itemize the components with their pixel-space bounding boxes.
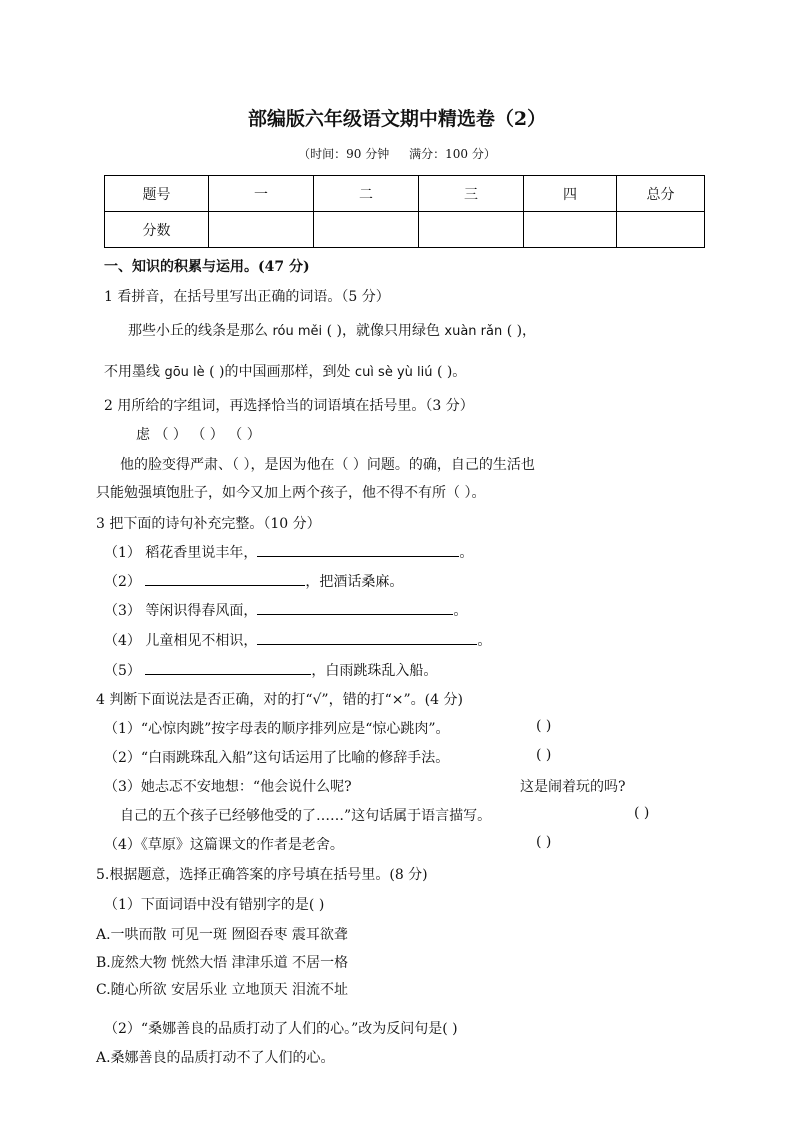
- poem-item-2: [104, 571, 403, 591]
- q4-answer-bracket-4[interactable]: ( ): [536, 834, 552, 850]
- score-cell[interactable]: [314, 212, 419, 248]
- poem-line: ，白雨跳珠乱入船。: [311, 663, 438, 679]
- exam-meta: [0, 145, 794, 162]
- poem-item-5: [104, 660, 437, 680]
- answer-blank[interactable]: ( )。: [436, 364, 467, 380]
- poem-item-1: [104, 542, 473, 562]
- q3-prompt: 3 把下面的诗句补充完整。（10 分）: [96, 516, 321, 532]
- pinyin-roumei: róu měi: [272, 324, 323, 339]
- item-number: （1）: [104, 545, 141, 561]
- q2-char-line[interactable]: 虑 （ ） （ ） （ ）: [136, 427, 261, 443]
- section-1-heading: 一、知识的积累与运用。(47 分): [104, 259, 310, 275]
- answer-blank[interactable]: ( )，: [506, 323, 537, 339]
- exam-time: （时间：90 分钟: [298, 147, 390, 161]
- pinyin-goule: gōu lè: [164, 365, 205, 380]
- q4-statement-3b: 这是闹着玩的吗?: [520, 779, 626, 795]
- poem-item-3: [104, 600, 467, 620]
- item-number: （3）: [104, 603, 141, 619]
- q5-sub-question-2: （2）“桑娜善良的品质打动了人们的心。”改为反问句是( ): [104, 1021, 458, 1037]
- poem-line: ，把酒话桑麻。: [305, 574, 404, 590]
- header-cell-number: 题号: [105, 176, 209, 212]
- q5-sub-question-1: （1）下面词语中没有错别字的是( ): [104, 897, 325, 913]
- q4-statement-1: （1）“心惊肉跳”按字母表的顺序排列应是“惊心跳肉”。: [104, 721, 450, 737]
- header-cell-2: 二: [314, 176, 419, 212]
- q4-prompt: 4 判断下面说法是否正确，对的打“√”，错的打“×”。(4 分): [96, 692, 463, 708]
- pinyin-cuiseyuliu: cuì sè yù liú: [354, 365, 433, 380]
- q5-sub2-option-a: A.桑娜善良的品质打动不了人们的心。: [96, 1050, 335, 1066]
- answer-line[interactable]: [145, 571, 305, 586]
- punct: 。: [453, 603, 468, 619]
- score-cell[interactable]: [209, 212, 314, 248]
- answer-blank[interactable]: ( )的中国画那样，到处: [209, 364, 351, 380]
- header-cell-total: 总分: [617, 176, 705, 212]
- item-number: （4）: [104, 633, 141, 649]
- score-table: [104, 175, 705, 248]
- q4-answer-bracket-1[interactable]: ( ): [536, 718, 552, 734]
- punct: 。: [459, 545, 474, 561]
- q1-prompt: 1 看拼音，在括号里写出正确的词语。（5 分）: [104, 289, 390, 305]
- q1-text: 那些小丘的线条是那么: [128, 323, 268, 339]
- q4-statement-4: （4）《草原》这篇课文的作者是老舍。: [104, 837, 344, 853]
- score-cell[interactable]: [419, 212, 524, 248]
- q1-line-2: [104, 361, 466, 381]
- q4-answer-bracket-3[interactable]: ( ): [634, 805, 650, 821]
- q2-paragraph-1: 他的脸变得严肃、（ ），是因为他在（ ）问题。的确，自己的生活也: [120, 457, 535, 473]
- q4-statement-2: （2）“白雨跳珠乱入船”这句话运用了比喻的修辞手法。: [104, 750, 450, 766]
- page-title: 部编版六年级语文期中精选卷（2）: [247, 108, 547, 130]
- exam-full-score: 满分：100 分）: [409, 147, 496, 161]
- q1-line-1: [128, 320, 536, 340]
- score-table-header-row: [105, 176, 705, 212]
- pinyin-xuanran: xuàn rǎn: [444, 324, 503, 339]
- header-cell-1: 一: [209, 176, 314, 212]
- answer-line[interactable]: [257, 600, 453, 615]
- poem-item-4: [104, 630, 491, 650]
- q4-statement-3a: （3）她忐忑不安地想：“他会说什么呢?: [104, 779, 352, 795]
- score-row-label: 分数: [105, 212, 209, 248]
- score-cell[interactable]: [524, 212, 617, 248]
- q5-option-a: A.一哄而散 可见一斑 囫囵吞枣 震耳欲聋: [96, 927, 348, 943]
- poem-line: 稻花香里说丰年，: [145, 545, 258, 561]
- answer-blank[interactable]: ( )，就像只用绿色: [326, 323, 440, 339]
- item-number: （2）: [104, 574, 141, 590]
- q5-prompt: 5.根据题意，选择正确答案的序号填在括号里。(8 分): [96, 867, 428, 883]
- header-cell-3: 三: [419, 176, 524, 212]
- q2-prompt: 2 用所给的字组词，再选择恰当的词语填在括号里。（3 分）: [104, 398, 474, 414]
- q4-answer-bracket-2[interactable]: ( ): [536, 747, 552, 763]
- item-number: （5）: [104, 663, 141, 679]
- q5-option-b: B.庞然大物 恍然大悟 津津乐道 不居一格: [96, 955, 349, 971]
- header-cell-4: 四: [524, 176, 617, 212]
- q5-option-c: C.随心所欲 安居乐业 立地顶天 泪流不址: [96, 982, 349, 998]
- poem-line: 等闲识得春风面，: [145, 603, 258, 619]
- punct: 。: [477, 633, 492, 649]
- poem-line: 儿童相见不相识，: [145, 633, 258, 649]
- answer-line[interactable]: [257, 542, 459, 557]
- score-table-score-row: [105, 212, 705, 248]
- q4-statement-3c: 自己的五个孩子已经够他受的了……”这句话属于语言描写。: [120, 808, 492, 824]
- score-cell[interactable]: [617, 212, 705, 248]
- q2-paragraph-2: 只能勉强填饱肚子，如今又加上两个孩子，他不得不有所（ ）。: [96, 485, 486, 501]
- q1-text: 不用墨线: [104, 364, 160, 380]
- answer-line[interactable]: [257, 630, 477, 645]
- answer-line[interactable]: [145, 660, 311, 675]
